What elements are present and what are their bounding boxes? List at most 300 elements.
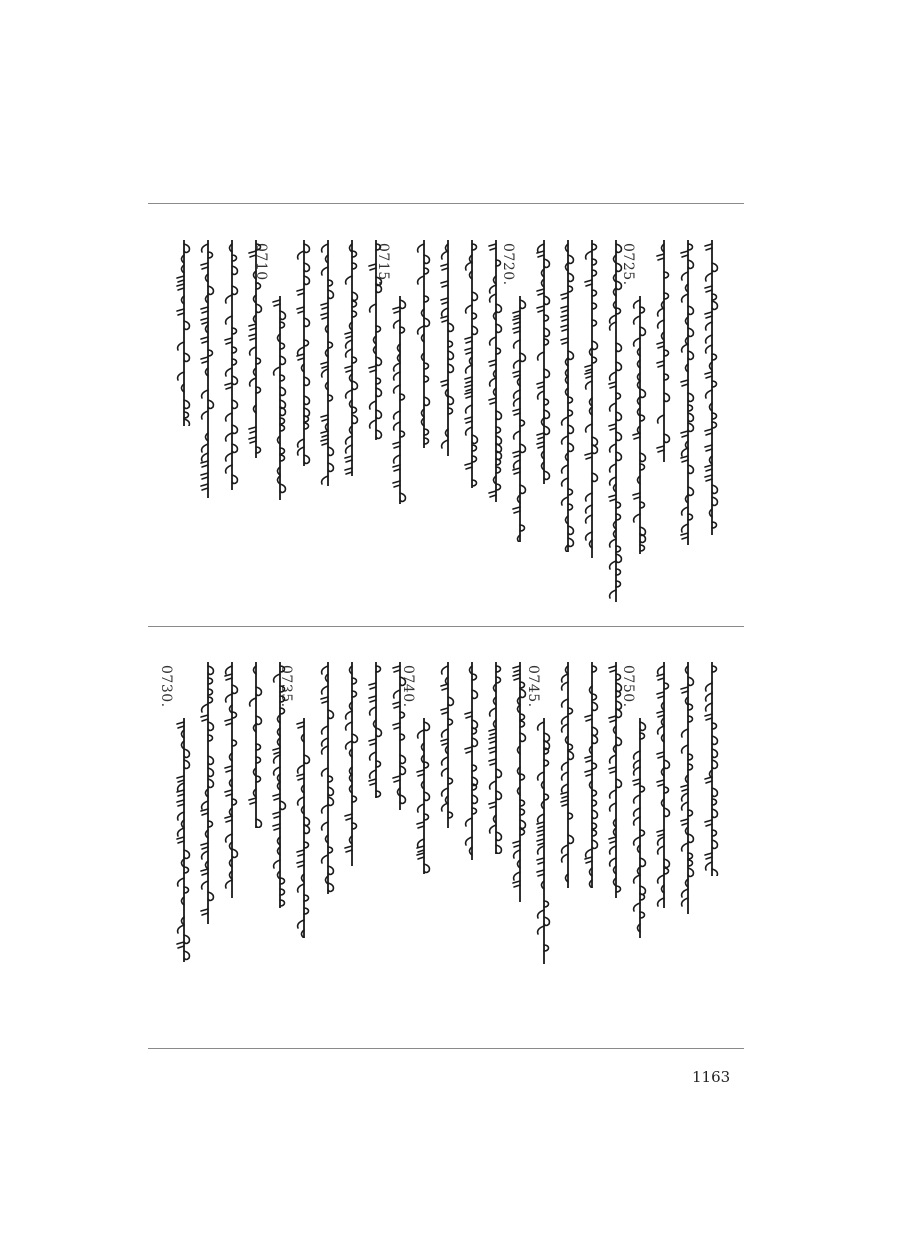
script-stroke xyxy=(634,903,640,911)
script-stroke xyxy=(393,465,400,471)
script-stroke xyxy=(657,830,664,836)
script-stroke xyxy=(538,352,544,360)
script-stroke xyxy=(322,805,328,813)
script-column xyxy=(340,240,364,476)
script-stroke xyxy=(634,875,640,883)
script-stroke xyxy=(393,776,400,782)
script-stroke xyxy=(634,751,640,759)
script-stroke xyxy=(297,861,304,867)
script-stroke xyxy=(513,451,520,457)
script-stroke xyxy=(442,666,448,674)
script-stroke xyxy=(273,794,280,800)
script-stroke xyxy=(513,674,520,680)
script-stroke xyxy=(370,304,376,312)
script-column-strokes xyxy=(268,662,292,908)
script-stroke xyxy=(393,307,400,313)
script-column-strokes xyxy=(652,662,676,908)
script-stroke xyxy=(562,854,568,862)
script-stroke xyxy=(394,690,400,698)
script-column xyxy=(628,718,652,938)
script-stroke xyxy=(513,311,520,317)
script-stroke xyxy=(466,427,472,435)
script-stroke xyxy=(705,244,712,250)
script-stroke xyxy=(682,729,688,737)
script-stroke xyxy=(201,843,208,849)
script-stroke xyxy=(682,889,688,897)
script-stroke xyxy=(225,790,232,796)
script-stroke xyxy=(346,436,352,444)
script-column xyxy=(268,296,292,500)
script-stroke xyxy=(394,411,400,419)
script-stroke xyxy=(585,857,592,863)
script-stroke xyxy=(370,770,376,778)
script-stroke xyxy=(513,881,520,887)
script-stroke xyxy=(514,340,520,348)
script-stroke xyxy=(490,337,496,345)
script-column-strokes xyxy=(580,240,604,558)
script-stroke xyxy=(537,870,544,876)
script-stroke xyxy=(178,878,184,886)
script-stroke xyxy=(201,473,208,479)
script-stroke xyxy=(489,737,496,743)
script-stroke xyxy=(370,752,376,760)
script-stroke xyxy=(490,825,496,833)
script-stroke xyxy=(706,335,712,343)
script-column-strokes xyxy=(412,240,436,448)
script-stroke xyxy=(369,683,376,689)
script-stroke xyxy=(346,741,352,749)
script-stroke xyxy=(250,347,256,355)
script-column-strokes xyxy=(196,240,220,498)
script-stroke xyxy=(465,377,472,383)
script-column-strokes xyxy=(292,718,316,938)
script-stroke xyxy=(322,726,328,734)
script-column-strokes xyxy=(556,240,580,552)
script-column-strokes xyxy=(412,718,436,874)
script-stroke xyxy=(297,774,304,780)
script-column xyxy=(580,240,604,558)
script-stroke xyxy=(394,385,400,393)
script-column-strokes xyxy=(652,240,676,462)
script-stroke xyxy=(178,342,184,350)
script-column xyxy=(196,662,220,924)
script-stroke xyxy=(394,455,400,463)
script-stroke xyxy=(610,372,616,380)
script-stroke xyxy=(417,853,424,859)
script-stroke xyxy=(562,436,568,444)
script-column-strokes xyxy=(508,296,532,542)
script-stroke xyxy=(682,745,688,753)
script-column-strokes xyxy=(700,240,724,535)
script-stroke xyxy=(706,703,712,711)
script-stroke xyxy=(585,453,592,459)
script-stroke xyxy=(226,465,232,473)
script-stroke xyxy=(225,383,232,389)
script-stroke xyxy=(705,853,712,859)
script-stroke xyxy=(681,687,688,693)
script-stroke xyxy=(298,920,304,928)
script-column xyxy=(484,662,508,854)
script-stroke xyxy=(297,307,304,313)
script-stroke xyxy=(705,475,712,481)
script-stroke xyxy=(658,415,664,423)
script-stroke xyxy=(538,926,544,934)
line-number-0730: 0730. xyxy=(158,665,174,708)
script-stroke xyxy=(177,276,184,282)
script-stroke xyxy=(249,437,256,443)
script-stroke xyxy=(634,300,640,308)
script-stroke xyxy=(297,354,304,360)
script-stroke xyxy=(489,398,496,404)
script-stroke xyxy=(273,300,280,306)
script-column-strokes xyxy=(364,662,388,798)
script-stroke xyxy=(466,305,472,313)
script-stroke xyxy=(705,714,712,720)
script-stroke xyxy=(514,460,520,468)
script-stroke xyxy=(562,699,568,707)
script-column xyxy=(676,240,700,545)
script-stroke xyxy=(609,666,616,672)
script-stroke xyxy=(537,251,544,257)
script-stroke xyxy=(226,413,232,421)
script-stroke xyxy=(321,313,328,319)
script-stroke xyxy=(322,666,328,674)
script-stroke xyxy=(490,378,496,386)
script-stroke xyxy=(562,772,568,780)
script-stroke xyxy=(513,841,520,847)
script-stroke xyxy=(586,251,592,259)
script-stroke xyxy=(321,697,328,703)
script-stroke xyxy=(322,768,328,776)
script-stroke xyxy=(225,766,232,772)
script-column xyxy=(388,662,412,810)
script-stroke xyxy=(321,415,328,421)
script-stroke xyxy=(537,306,544,312)
script-stroke xyxy=(297,850,304,856)
script-stroke xyxy=(369,779,376,785)
script-stroke xyxy=(586,505,592,513)
script-stroke xyxy=(249,324,256,330)
script-column-strokes xyxy=(316,240,340,486)
script-stroke xyxy=(393,723,400,729)
script-stroke xyxy=(538,772,544,780)
script-column xyxy=(292,240,316,466)
line-number-0750: 0750. xyxy=(620,665,636,708)
script-stroke xyxy=(178,925,184,933)
script-stroke xyxy=(250,698,256,706)
script-stroke xyxy=(465,385,472,391)
script-stroke xyxy=(202,390,208,398)
script-stroke xyxy=(177,942,184,948)
script-stroke xyxy=(346,445,352,453)
script-stroke xyxy=(586,381,592,389)
script-stroke xyxy=(322,686,328,694)
script-column-strokes xyxy=(532,240,556,484)
script-stroke xyxy=(465,417,472,423)
script-stroke xyxy=(393,666,400,672)
script-stroke xyxy=(441,684,448,690)
script-stroke xyxy=(585,715,592,721)
script-stroke xyxy=(417,822,424,828)
script-stroke xyxy=(297,289,304,295)
script-stroke xyxy=(442,803,448,811)
script-stroke xyxy=(681,819,688,825)
script-stroke xyxy=(634,795,640,803)
script-column-strokes xyxy=(508,662,532,902)
script-stroke xyxy=(201,357,208,363)
script-stroke xyxy=(465,712,472,718)
script-stroke xyxy=(226,433,232,441)
script-stroke xyxy=(418,730,424,738)
script-stroke xyxy=(249,427,256,433)
script-stroke xyxy=(706,862,712,870)
script-column xyxy=(412,718,436,874)
script-stroke xyxy=(562,724,568,732)
script-stroke xyxy=(585,372,592,378)
script-stroke xyxy=(322,369,328,377)
script-stroke xyxy=(441,281,448,287)
script-stroke xyxy=(370,401,376,409)
script-stroke xyxy=(201,263,208,269)
script-stroke xyxy=(586,532,592,540)
script-stroke xyxy=(249,798,256,804)
line-number-0745: 0745. xyxy=(525,665,541,708)
script-stroke xyxy=(417,846,424,852)
script-stroke xyxy=(513,327,520,333)
script-stroke xyxy=(202,704,208,712)
script-stroke xyxy=(681,380,688,386)
script-stroke xyxy=(634,338,640,346)
script-column xyxy=(244,662,268,828)
script-column-strokes xyxy=(676,662,700,914)
script-stroke xyxy=(466,262,472,270)
script-stroke xyxy=(418,276,424,284)
script-stroke xyxy=(465,747,472,753)
script-stroke xyxy=(657,692,664,698)
script-column-strokes xyxy=(172,718,196,962)
script-column-strokes xyxy=(244,662,268,828)
script-stroke xyxy=(442,251,448,259)
script-stroke xyxy=(298,797,304,805)
script-stroke xyxy=(537,289,544,295)
script-column xyxy=(532,718,556,964)
script-stroke xyxy=(393,442,400,448)
script-stroke xyxy=(369,264,376,270)
script-column xyxy=(412,240,436,448)
script-column-strokes xyxy=(196,662,220,924)
script-stroke xyxy=(201,809,208,815)
script-stroke xyxy=(322,244,328,252)
script-stroke xyxy=(513,318,520,324)
script-column-strokes xyxy=(604,662,628,898)
script-column-strokes xyxy=(604,240,628,602)
script-column xyxy=(244,240,268,458)
script-stroke xyxy=(322,855,328,863)
script-stroke xyxy=(322,738,328,746)
script-stroke xyxy=(561,338,568,344)
script-stroke xyxy=(274,860,280,868)
script-stroke xyxy=(706,345,712,353)
script-stroke xyxy=(490,708,496,716)
script-stroke xyxy=(562,417,568,425)
script-stroke xyxy=(226,453,232,461)
script-column-strokes xyxy=(340,240,364,476)
script-stroke xyxy=(322,746,328,754)
script-stroke xyxy=(657,780,664,786)
script-stroke xyxy=(682,898,688,906)
page-number: 1163 xyxy=(692,1068,731,1086)
script-column xyxy=(484,240,508,502)
script-stroke xyxy=(562,845,568,853)
script-stroke xyxy=(393,702,400,708)
script-stroke xyxy=(297,722,304,728)
script-stroke xyxy=(706,273,712,281)
script-stroke xyxy=(657,752,664,758)
script-stroke xyxy=(610,846,616,854)
script-stroke xyxy=(442,757,448,765)
script-stroke xyxy=(345,814,352,820)
script-column-strokes xyxy=(484,240,508,502)
script-column xyxy=(436,240,460,456)
script-stroke xyxy=(658,875,664,883)
script-stroke xyxy=(298,447,304,455)
script-stroke xyxy=(682,448,688,456)
script-column xyxy=(604,662,628,898)
script-stroke xyxy=(514,850,520,858)
script-stroke xyxy=(561,792,568,798)
script-stroke xyxy=(610,444,616,452)
middle-rule xyxy=(148,626,744,627)
script-stroke xyxy=(489,747,496,753)
script-stroke xyxy=(681,785,688,791)
script-stroke xyxy=(514,872,520,880)
script-stroke xyxy=(226,880,232,888)
script-stroke xyxy=(585,756,592,762)
line-number-0710: 0710. xyxy=(253,243,269,286)
script-stroke xyxy=(682,507,688,515)
script-stroke xyxy=(418,244,424,252)
script-column-strokes xyxy=(220,240,244,490)
script-stroke xyxy=(226,316,232,324)
script-column-strokes xyxy=(340,662,364,866)
script-stroke xyxy=(393,481,400,487)
script-stroke xyxy=(537,433,544,439)
script-stroke xyxy=(706,322,712,330)
script-column xyxy=(268,662,292,908)
script-stroke xyxy=(345,468,352,474)
script-stroke xyxy=(609,495,616,501)
script-stroke xyxy=(369,696,376,702)
script-stroke xyxy=(178,372,184,380)
script-stroke xyxy=(562,716,568,724)
script-stroke xyxy=(705,465,712,471)
script-stroke xyxy=(681,533,688,539)
script-stroke xyxy=(682,802,688,810)
script-stroke xyxy=(705,286,712,292)
script-stroke xyxy=(706,683,712,691)
script-stroke xyxy=(537,830,544,836)
script-column-strokes xyxy=(556,662,580,888)
script-column xyxy=(364,240,388,440)
script-stroke xyxy=(441,708,448,714)
script-stroke xyxy=(346,711,352,719)
script-stroke xyxy=(321,431,328,437)
script-stroke xyxy=(177,800,184,806)
script-column xyxy=(316,240,340,486)
script-stroke xyxy=(681,431,688,437)
script-stroke xyxy=(274,755,280,763)
script-stroke xyxy=(226,694,232,702)
script-column xyxy=(316,662,340,894)
script-stroke xyxy=(658,726,664,734)
script-stroke xyxy=(177,722,184,728)
script-column xyxy=(460,240,484,488)
script-stroke xyxy=(610,755,616,763)
script-stroke xyxy=(513,468,520,474)
script-stroke xyxy=(537,442,544,448)
script-stroke xyxy=(705,372,712,378)
script-stroke xyxy=(202,244,208,252)
script-stroke xyxy=(634,514,640,522)
script-column-strokes xyxy=(460,240,484,488)
script-stroke xyxy=(537,858,544,864)
script-stroke xyxy=(561,293,568,299)
line-number-0725: 0725. xyxy=(620,243,636,286)
script-stroke xyxy=(514,360,520,368)
script-stroke xyxy=(657,254,664,260)
script-stroke xyxy=(370,707,376,715)
script-stroke xyxy=(490,294,496,302)
script-column xyxy=(388,296,412,504)
script-stroke xyxy=(658,846,664,854)
script-stroke xyxy=(706,693,712,701)
script-stroke xyxy=(658,308,664,316)
script-column xyxy=(508,296,532,542)
script-stroke xyxy=(201,909,208,915)
script-column-strokes xyxy=(244,240,268,458)
script-stroke xyxy=(394,372,400,380)
script-stroke xyxy=(586,849,592,857)
script-stroke xyxy=(202,851,208,859)
script-column xyxy=(292,718,316,938)
script-stroke xyxy=(466,837,472,845)
script-stroke xyxy=(633,779,640,785)
script-column xyxy=(220,662,244,898)
script-stroke xyxy=(226,666,232,674)
script-column-strokes xyxy=(292,240,316,466)
script-stroke xyxy=(345,332,352,338)
script-stroke xyxy=(658,320,664,328)
script-stroke xyxy=(537,839,544,845)
script-stroke xyxy=(177,790,184,796)
script-stroke xyxy=(441,380,448,386)
line-number-0715: 0715. xyxy=(375,243,391,286)
script-column-strokes xyxy=(484,662,508,854)
script-stroke xyxy=(321,439,328,445)
script-stroke xyxy=(609,382,616,388)
script-stroke xyxy=(178,812,184,820)
script-stroke xyxy=(201,307,208,313)
script-stroke xyxy=(466,818,472,826)
script-stroke xyxy=(489,491,496,497)
script-stroke xyxy=(562,465,568,473)
script-column xyxy=(676,662,700,914)
script-stroke xyxy=(273,812,280,818)
script-stroke xyxy=(441,316,448,322)
script-stroke xyxy=(274,367,280,375)
script-stroke xyxy=(489,244,496,250)
script-column xyxy=(556,662,580,888)
